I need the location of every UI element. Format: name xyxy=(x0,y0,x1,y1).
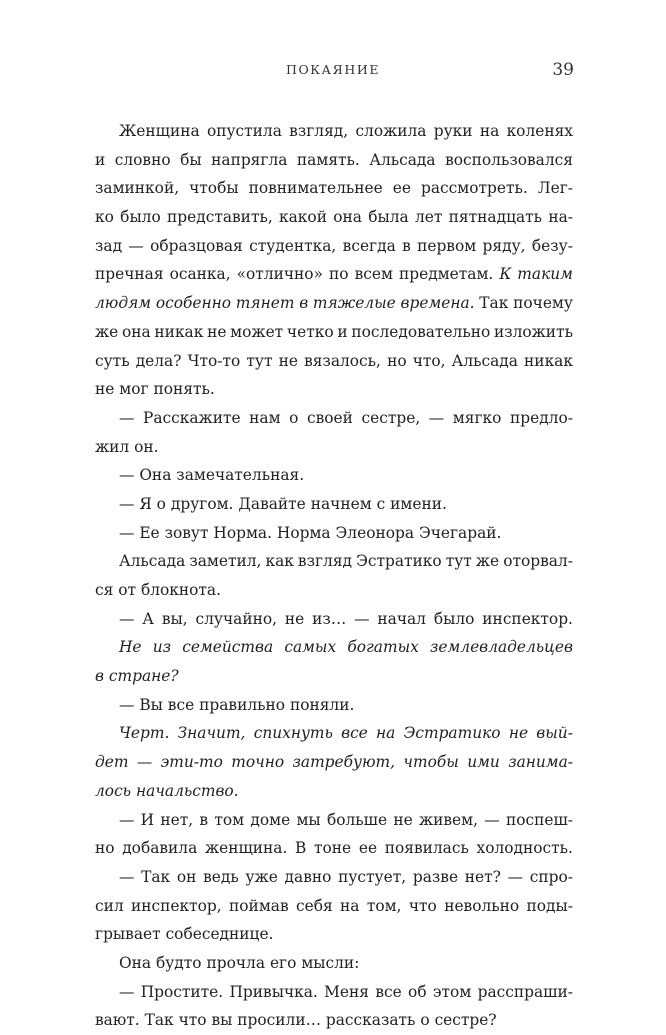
text-line: лось начальство. xyxy=(95,781,239,800)
page-number: 39 xyxy=(552,60,574,80)
text-line: — Вы все правильно поняли. xyxy=(119,695,355,714)
text-line: — Она замечательная. xyxy=(119,466,305,485)
text-line: суть дела? Что-то тут не вязалось, но что, Альсада никак xyxy=(95,351,573,370)
text-line: Не из семейства самых богатых землевладельцев xyxy=(119,638,573,657)
text-line: но добавила женщина. В тоне ее появилась холодность. xyxy=(95,839,573,858)
text-line: в стране? xyxy=(95,667,179,686)
text-line: сил инспектор, поймав себя на том, что невольно поды- xyxy=(95,896,573,915)
text-line: пречная осанка, «отлично» по всем предметам. К таким xyxy=(95,265,573,284)
text-line: же она никак не может четко и последовательно изложить xyxy=(95,322,573,341)
text-line: и словно бы напрягла память. Альсада воспользовался xyxy=(95,150,573,169)
text-line: грывает собеседнице. xyxy=(95,925,274,944)
body-text xyxy=(95,117,573,1035)
text-line: Она будто прочла его мысли: xyxy=(119,953,360,972)
text-line: дет — эти-то точно затребуют, чтобы ими занима- xyxy=(95,753,573,772)
text-line: не мог понять. xyxy=(95,380,215,399)
running-title: ПОКАЯНИЕ xyxy=(285,62,381,77)
text-line: — Простите. Привычка. Меня все об этом расспраши- xyxy=(119,982,573,1001)
text-line: людям особенно тянет в тяжелые времена. Так почему xyxy=(95,294,573,313)
text-line: — Я о другом. Давайте начнем с имени. xyxy=(119,494,447,513)
text-line: Женщина опустила взгляд, сложила руки на коленях xyxy=(119,122,573,140)
text-line: зад — образцовая студентка, всегда в первом ряду, безу- xyxy=(95,236,573,255)
text-line: — Расскажите нам о своей сестре, — мягко предло- xyxy=(119,408,573,427)
text-line: заминкой, чтобы повнимательнее ее рассмотреть. Лег- xyxy=(95,179,573,198)
text-line: — А вы, случайно, не из… — начал было инспектор. xyxy=(119,609,573,628)
text-line: Альсада заметил, как взгляд Эстратико тут же оторвал- xyxy=(119,552,573,571)
text-line: ся от блокнота. xyxy=(95,581,222,599)
text-line: — Ее зовут Норма. Норма Элеонора Эчегарай. xyxy=(119,523,502,542)
text-line: ко было представить, какой она была лет пятнадцать на- xyxy=(95,208,573,227)
text-line: жил он. xyxy=(95,437,159,456)
text-line: вают. Так что вы просили… рассказать о сестре? xyxy=(95,1011,497,1030)
text-line: Черт. Значит, спихнуть все на Эстратико не вый- xyxy=(119,724,573,743)
text-line: — Так он ведь уже давно пустует, разве нет? — спро- xyxy=(119,867,573,886)
text-line: — И нет, в том доме мы больше не живем, — поспеш- xyxy=(119,810,573,829)
